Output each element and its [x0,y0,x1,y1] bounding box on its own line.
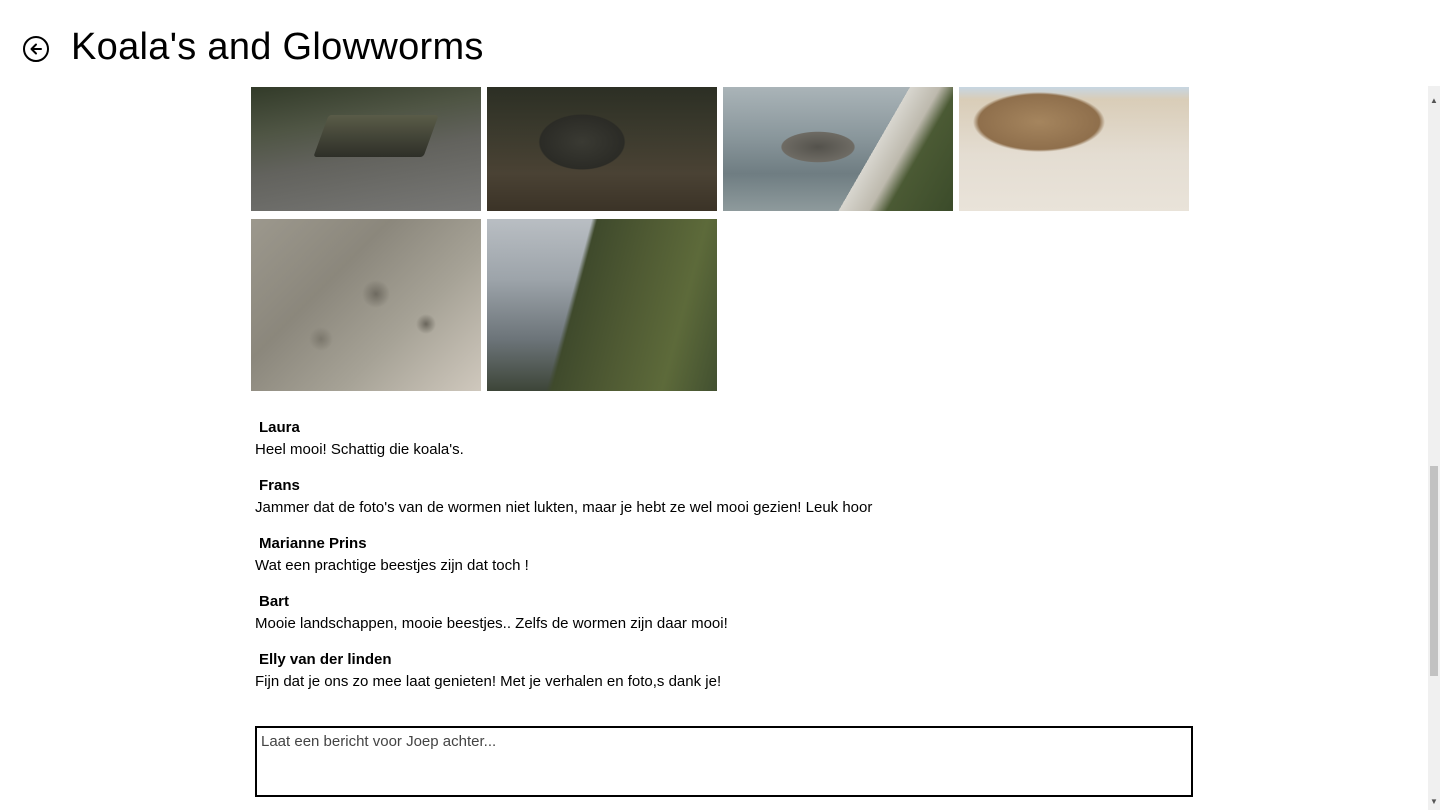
comment-text: Mooie landschappen, mooie beestjes.. Zelfs de wormen zijn daar mooi! [255,615,728,632]
back-arrow-icon [28,41,44,57]
page-title: Koala's and Glowworms [71,26,484,68]
comment-item [255,478,1255,536]
comment-text: Fijn dat je ons zo mee laat genieten! Met je verhalen en foto,s dank je! [255,673,722,690]
scroll-down-arrow-icon[interactable]: ▼ [1430,796,1438,806]
comment-author: Marianne Prins [259,535,367,552]
message-input[interactable] [255,726,1193,797]
photo-old-boiler[interactable] [487,87,717,211]
comment-item [255,420,1255,478]
photo-rock-texture[interactable] [251,219,481,391]
comment-text: Heel mooi! Schattig die koala's. [255,441,464,458]
comment-item [255,536,1255,594]
scroll-up-arrow-icon[interactable]: ▲ [1430,95,1438,105]
photo-rocky-coast[interactable] [723,87,953,211]
comment-author: Bart [259,593,290,610]
vertical-scrollbar[interactable] [1428,86,1440,810]
scrollbar-thumb[interactable] [1430,466,1438,676]
content-scroll-area [0,86,1428,810]
comment-author: Laura [259,419,300,436]
back-button[interactable] [23,36,49,62]
comment-item [255,652,1255,710]
comment-item [255,594,1255,652]
photo-beach-rocks[interactable] [959,87,1189,211]
comment-text: Wat een prachtige beestjes zijn dat toch ! [255,557,529,574]
comment-author: Frans [259,477,300,494]
comment-author: Elly van der linden [259,651,392,668]
comment-text: Jammer dat de foto's van de wormen niet lukten, maar je hebt ze wel mooi gezien! Leuk hoor [255,499,873,516]
photo-rusty-machinery[interactable] [251,87,481,211]
photo-cliff-sea[interactable] [487,219,717,391]
page-header [0,0,1440,86]
comment-list [255,420,1255,710]
